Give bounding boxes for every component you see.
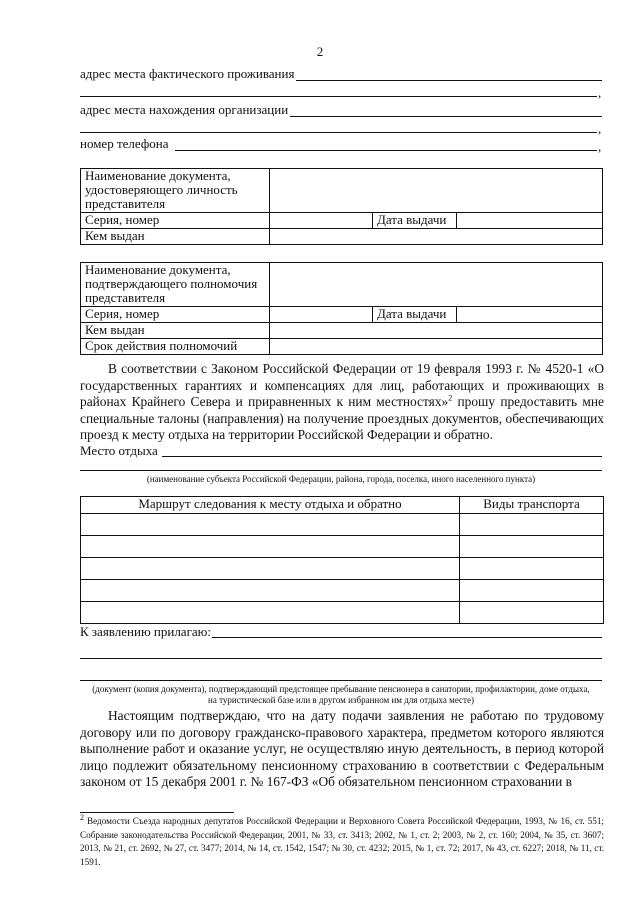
phone-line[interactable] bbox=[175, 150, 597, 151]
route-cell[interactable] bbox=[81, 580, 460, 602]
auth-validity-label: Срок действия полномочий bbox=[81, 339, 270, 355]
auth-issue-date-field[interactable] bbox=[457, 307, 603, 323]
address-org-label: адрес места нахождения организации bbox=[80, 102, 289, 117]
rest-place-line[interactable] bbox=[162, 456, 602, 457]
rep-series-field[interactable] bbox=[270, 213, 373, 229]
route-cell[interactable] bbox=[81, 536, 460, 558]
rep-issue-date-label: Дата выдачи bbox=[373, 213, 457, 229]
rep-doc-name-label: Наименование документа, удостоверяющего личность представителя bbox=[81, 169, 270, 213]
address-actual-label: адрес места фактического проживания bbox=[80, 66, 295, 81]
footnote bbox=[80, 812, 604, 869]
address-actual-line-2[interactable] bbox=[80, 96, 597, 97]
attach-line-3[interactable] bbox=[80, 680, 602, 681]
transport-cell[interactable] bbox=[460, 514, 604, 536]
rest-place-line-2[interactable] bbox=[80, 470, 602, 471]
authority-table bbox=[80, 262, 603, 355]
route-cell[interactable] bbox=[81, 558, 460, 580]
attach-line-2[interactable] bbox=[80, 658, 602, 659]
auth-issue-date-label: Дата выдачи bbox=[373, 307, 457, 323]
footnote-text: Ведомости Съезда народных депутатов Российской Федерации и Верховного Совета Российской Федерации, 1993, № 16, ст. 551; Собрание законодательства Российской Федерации, 2001, № 33, ст. 3413; 2002, № 1, ст. 2; 2003, № 2, ст. 160; 2004, № 35, ст. 3607; 2013, № 21, ст. 2692, № 27, ст. 3477; 2014, № 14, ст. 1542, 1547; № 30, ст. 4232; 2015, № 1, ст. 72; 2017, № 43, ст. 6227; 2018, № 11, ст. 1591. bbox=[80, 816, 604, 867]
representative-id-table bbox=[80, 168, 603, 245]
footnote-mark: 2 bbox=[80, 812, 84, 822]
request-text-2: прошу предоставить мне специальные талоны (направления) на получение проездных документов, обеспечивающих проезд к месту отдыха на территории Российской Федерации и обратно. bbox=[80, 394, 604, 443]
attach-line[interactable] bbox=[212, 637, 602, 638]
rep-issued-by-field[interactable] bbox=[270, 229, 603, 245]
request-paragraph bbox=[80, 361, 604, 444]
attach-label: К заявлению прилагаю: bbox=[80, 624, 212, 639]
transport-cell[interactable] bbox=[460, 536, 604, 558]
footnote-separator bbox=[80, 812, 234, 813]
auth-doc-name-label: Наименование документа, подтверждающего полномочия представителя bbox=[81, 263, 270, 307]
route-cell[interactable] bbox=[81, 514, 460, 536]
transport-cell[interactable] bbox=[460, 558, 604, 580]
transport-column-header: Виды транспорта bbox=[460, 497, 604, 514]
rep-doc-name-field[interactable] bbox=[270, 169, 603, 213]
address-org-line[interactable] bbox=[290, 116, 602, 117]
transport-cell[interactable] bbox=[460, 602, 604, 624]
route-column-header: Маршрут следования к месту отдыха и обратно bbox=[81, 497, 460, 514]
address-actual-line[interactable] bbox=[296, 80, 602, 81]
rep-series-label: Серия, номер bbox=[81, 213, 270, 229]
auth-series-label: Серия, номер bbox=[81, 307, 270, 323]
auth-series-field[interactable] bbox=[270, 307, 373, 323]
auth-validity-field[interactable] bbox=[270, 339, 603, 355]
comma: , bbox=[598, 85, 602, 100]
rep-issued-by-label: Кем выдан bbox=[81, 229, 270, 245]
request-text-1: В соответствии с Законом Российской Федерации от 19 февраля 1993 г. № 4520-1 «О государственных гарантиях и компенсациях для лиц, работающих и проживающих в районах Крайнего Севера и приравненных к ним местностях» bbox=[80, 361, 604, 410]
comma: , bbox=[598, 121, 602, 136]
rest-place-caption: (наименование субъекта Российской Федерации, района, города, поселка, иного населенного пункта) bbox=[146, 474, 536, 484]
page-number: 2 bbox=[316, 44, 324, 59]
comma: , bbox=[598, 139, 602, 154]
rest-place-label: Место отдыха bbox=[80, 443, 158, 458]
attach-caption: (документ (копия документа), подтверждающий предстоящее пребывание пенсионера в санатории, профилактории, доме отдыха, на туристической базе или в другом избранном им для отдыха месте) bbox=[92, 684, 590, 705]
auth-issued-by-field[interactable] bbox=[270, 323, 603, 339]
phone-label: номер телефона bbox=[80, 136, 169, 151]
auth-issued-by-label: Кем выдан bbox=[81, 323, 270, 339]
confirm-paragraph: Настоящим подтверждаю, что на дату подачи заявления не работаю по трудовому договору или по договору гражданско-правового характера, предметом которого являются выполнение работ и оказание услуг, не осуществляю иную деятельность, в период которой лицо подлежит обязательному пенсионному страхованию в соответствии с Федеральным законом от 15 декабря 2001 г. № 167-ФЗ «Об обязательном пенсионном страховании в bbox=[80, 708, 604, 790]
footnote-ref: 2 bbox=[448, 393, 453, 403]
route-table bbox=[80, 496, 604, 624]
address-org-line-2[interactable] bbox=[80, 132, 597, 133]
rep-issue-date-field[interactable] bbox=[457, 213, 603, 229]
transport-cell[interactable] bbox=[460, 580, 604, 602]
auth-doc-name-field[interactable] bbox=[270, 263, 603, 307]
route-cell[interactable] bbox=[81, 602, 460, 624]
